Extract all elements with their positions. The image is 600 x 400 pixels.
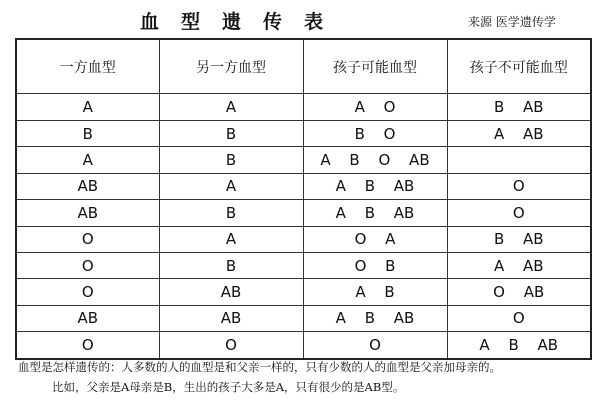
table-cell: B: [16, 121, 159, 147]
table-cell: B: [159, 200, 303, 226]
table-cell: A: [159, 226, 303, 252]
table-row: [16, 200, 591, 226]
header: [0, 0, 600, 36]
source-label: 来源 医学遗传学: [468, 15, 556, 29]
table-cell: O: [16, 252, 159, 278]
cell-value: A O: [354, 98, 396, 116]
blood-type-table: [15, 38, 592, 360]
cell-value: O B: [354, 256, 396, 275]
table-row: [16, 305, 591, 331]
table-row: [16, 121, 591, 147]
table-cell: [303, 121, 447, 147]
table-cell: [447, 332, 591, 359]
cell-value: A B AB: [335, 177, 415, 196]
table-cell: A: [16, 94, 159, 121]
footnote-line-1: 血型是怎样遗传的：人多数的人的血型是和父亲一样的，只有少数的人的血型是父亲加母亲的。: [18, 360, 501, 374]
cell-value: O: [512, 203, 525, 222]
cell-value: A B O AB: [320, 151, 430, 170]
table-cell: A: [159, 173, 303, 199]
table-cell: O: [16, 332, 159, 359]
table-cell: O: [16, 279, 159, 305]
table-row: [16, 226, 591, 252]
table-cell: [447, 279, 591, 305]
table-cell: [447, 173, 591, 199]
table-cell: [447, 147, 591, 173]
table-cell: AB: [159, 305, 303, 331]
cell-value: O A: [354, 230, 396, 249]
cell-value: A B AB: [335, 309, 415, 328]
table-row: [16, 332, 591, 359]
table-cell: [447, 305, 591, 331]
table-cell: [303, 305, 447, 331]
table-row: [16, 173, 591, 199]
table-cell: [447, 252, 591, 278]
table-cell: A: [16, 147, 159, 173]
table-cell: AB: [159, 279, 303, 305]
table-row: [16, 147, 591, 173]
cell-value: O: [369, 335, 381, 354]
cell-value: O AB: [493, 283, 545, 302]
table-row: [16, 94, 591, 121]
cell-value: B AB: [493, 230, 544, 249]
table-cell: B: [159, 252, 303, 278]
table-cell: [303, 226, 447, 252]
table-cell: B: [159, 147, 303, 173]
table-cell: [303, 200, 447, 226]
table-cell: AB: [16, 173, 159, 199]
table-cell: A: [159, 94, 303, 121]
table-cell: [303, 173, 447, 199]
table-cell: AB: [16, 305, 159, 331]
cell-value: O: [512, 309, 525, 328]
table-cell: O: [159, 332, 303, 359]
column-header: 另一方血型: [159, 39, 303, 94]
cell-value: B AB: [493, 98, 544, 116]
cell-value: B O: [354, 124, 396, 143]
table-cell: [303, 94, 447, 121]
table-cell: [303, 332, 447, 359]
footnote-line-2: 比如，父亲是A母亲是B，生出的孩子大多是A，只有很少的是AB型。: [52, 380, 405, 394]
table-cell: [303, 252, 447, 278]
cell-value: A AB: [493, 124, 544, 143]
table-cell: B: [159, 121, 303, 147]
table-cell: [447, 121, 591, 147]
cell-value: O: [512, 177, 525, 196]
column-header: 一方血型: [16, 39, 159, 94]
cell-value: A B AB: [335, 203, 415, 222]
table-row: [16, 252, 591, 278]
table-cell: [447, 226, 591, 252]
cell-value: A B: [355, 283, 395, 302]
table-cell: [303, 279, 447, 305]
table-cell: [447, 94, 591, 121]
table-cell: [447, 200, 591, 226]
table-row: [16, 279, 591, 305]
column-header: 孩子不可能血型: [447, 39, 591, 94]
table-header-row: [16, 39, 591, 94]
cell-value: A AB: [493, 256, 544, 275]
table-cell: O: [16, 226, 159, 252]
page-title: 血型遗传表: [140, 11, 346, 33]
table-cell: AB: [16, 200, 159, 226]
cell-value: A B AB: [479, 335, 559, 354]
table-cell: [303, 147, 447, 173]
column-header: 孩子可能血型: [303, 39, 447, 94]
